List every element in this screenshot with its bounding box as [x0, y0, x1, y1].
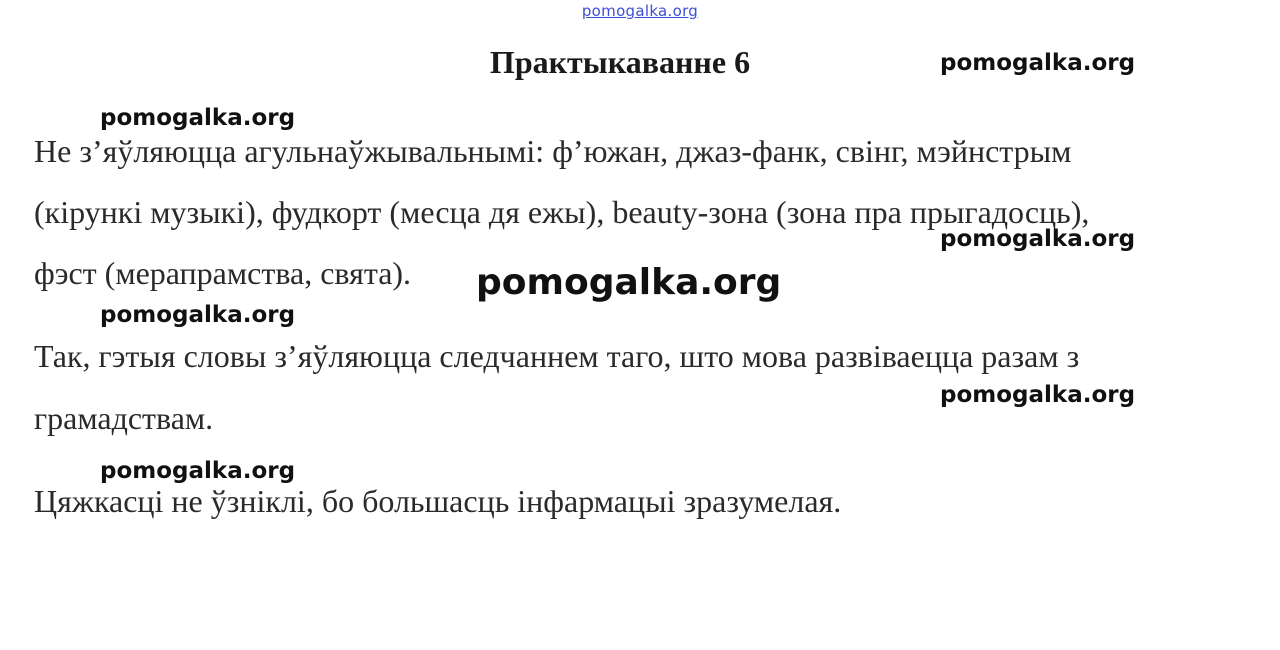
- watermark-text: pomogalka.org: [100, 458, 296, 484]
- top-site-link[interactable]: pomogalka.org: [581, 2, 699, 20]
- watermark-text: pomogalka.org: [940, 226, 1136, 252]
- paragraph-1-line-1: Не з’яўляюцца агульнаўжывальнымі: ф’южан, джаз-фанк, свінг, мэйнстрым: [34, 133, 1072, 169]
- watermark-text: pomogalka.org: [100, 302, 296, 328]
- paragraph-3-line-1: Цяжкасці не ўзніклі, бо большасць інфармацыі зразумелая.: [34, 483, 842, 519]
- page-title: Практыкаванне 6: [489, 44, 751, 80]
- watermark-text: pomogalka.org: [476, 262, 782, 303]
- paragraph-1-line-2: (кірункі музыкі), фудкорт (месца дя ежы), beauty-зона (зона пра прыгадосць),: [34, 194, 1090, 230]
- watermark-text: pomogalka.org: [940, 382, 1136, 408]
- paragraph-2-line-1: Так, гэтыя словы з’яўляюцца следчаннем таго, што мова развіваецца разам з: [34, 338, 1080, 374]
- watermark-text: pomogalka.org: [940, 50, 1136, 76]
- paragraph-1-line-3: фэст (мерапрамства, свята).: [34, 255, 412, 291]
- paragraph-2-line-2: грамадствам.: [34, 400, 214, 436]
- watermark-text: pomogalka.org: [100, 105, 296, 131]
